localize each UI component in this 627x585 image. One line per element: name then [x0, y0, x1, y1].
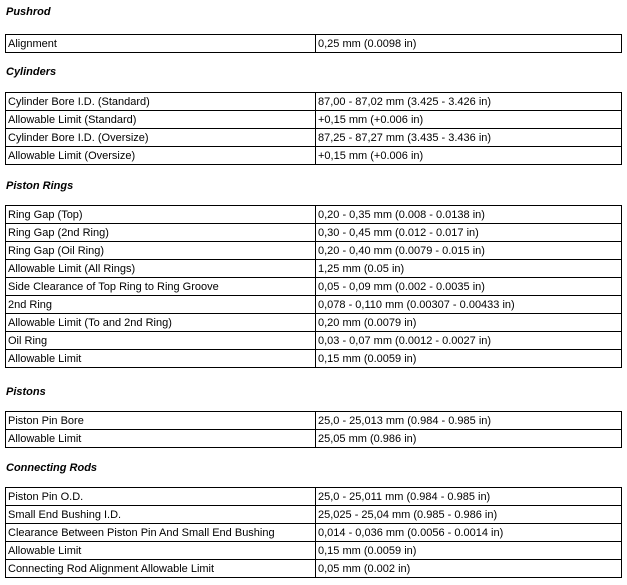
param-cell: Cylinder Bore I.D. (Oversize)	[6, 129, 316, 147]
section-title-pushrod: Pushrod	[6, 6, 51, 18]
table-row	[6, 350, 622, 368]
table-row	[6, 296, 622, 314]
param-cell: Allowable Limit	[6, 430, 316, 448]
value-cell: 25,025 - 25,04 mm (0.985 - 0.986 in)	[316, 506, 622, 524]
param-cell: Side Clearance of Top Ring to Ring Groove	[6, 278, 316, 296]
table-row	[6, 206, 622, 224]
table-row	[6, 314, 622, 332]
param-cell: Clearance Between Piston Pin And Small End Bushing	[6, 524, 316, 542]
value-cell: 25,0 - 25,011 mm (0.984 - 0.985 in)	[316, 488, 622, 506]
table-row	[6, 147, 622, 165]
value-cell: 0,03 - 0,07 mm (0.0012 - 0.0027 in)	[316, 332, 622, 350]
param-cell: Alignment	[6, 35, 316, 53]
param-cell: Allowable Limit (To and 2nd Ring)	[6, 314, 316, 332]
param-cell: Allowable Limit	[6, 542, 316, 560]
spec-table-cylinders	[5, 92, 622, 165]
table-row	[6, 560, 622, 578]
param-cell: Ring Gap (2nd Ring)	[6, 224, 316, 242]
value-cell: 0,078 - 0,110 mm (0.00307 - 0.00433 in)	[316, 296, 622, 314]
value-cell: 0,25 mm (0.0098 in)	[316, 35, 622, 53]
value-cell: +0,15 mm (+0.006 in)	[316, 111, 622, 129]
spec-table-piston-rings	[5, 205, 622, 368]
table-row	[6, 332, 622, 350]
section-title-piston-rings: Piston Rings	[6, 180, 74, 192]
table-row	[6, 93, 622, 111]
param-cell: Piston Pin O.D.	[6, 488, 316, 506]
param-cell: Allowable Limit (Oversize)	[6, 147, 316, 165]
value-cell: 0,05 - 0,09 mm (0.002 - 0.0035 in)	[316, 278, 622, 296]
value-cell: 0,014 - 0,036 mm (0.0056 - 0.0014 in)	[316, 524, 622, 542]
value-cell: 0,15 mm (0.0059 in)	[316, 350, 622, 368]
value-cell: +0,15 mm (+0.006 in)	[316, 147, 622, 165]
value-cell: 0,05 mm (0.002 in)	[316, 560, 622, 578]
param-cell: Piston Pin Bore	[6, 412, 316, 430]
value-cell: 87,25 - 87,27 mm (3.435 - 3.436 in)	[316, 129, 622, 147]
param-cell: Cylinder Bore I.D. (Standard)	[6, 93, 316, 111]
section-title-cylinders: Cylinders	[6, 66, 57, 78]
table-row	[6, 35, 622, 53]
param-cell: Oil Ring	[6, 332, 316, 350]
param-cell: Ring Gap (Top)	[6, 206, 316, 224]
table-row	[6, 430, 622, 448]
param-cell: Allowable Limit (Standard)	[6, 111, 316, 129]
table-row	[6, 224, 622, 242]
value-cell: 0,15 mm (0.0059 in)	[316, 542, 622, 560]
table-row	[6, 278, 622, 296]
table-row	[6, 488, 622, 506]
table-row	[6, 524, 622, 542]
value-cell: 0,20 - 0,40 mm (0.0079 - 0.015 in)	[316, 242, 622, 260]
section-title-connecting-rods: Connecting Rods	[6, 462, 98, 474]
value-cell: 0,30 - 0,45 mm (0.012 - 0.017 in)	[316, 224, 622, 242]
spec-table-pistons	[5, 411, 622, 448]
value-cell: 87,00 - 87,02 mm (3.425 - 3.426 in)	[316, 93, 622, 111]
value-cell: 25,0 - 25,013 mm (0.984 - 0.985 in)	[316, 412, 622, 430]
param-cell: Allowable Limit (All Rings)	[6, 260, 316, 278]
spec-table-connecting-rods	[5, 487, 622, 578]
param-cell: 2nd Ring	[6, 296, 316, 314]
table-row	[6, 111, 622, 129]
value-cell: 25,05 mm (0.986 in)	[316, 430, 622, 448]
param-cell: Allowable Limit	[6, 350, 316, 368]
param-cell: Small End Bushing I.D.	[6, 506, 316, 524]
value-cell: 1,25 mm (0.05 in)	[316, 260, 622, 278]
spec-table-pushrod	[5, 34, 622, 53]
section-title-pistons: Pistons	[6, 386, 46, 398]
table-row	[6, 260, 622, 278]
table-row	[6, 542, 622, 560]
table-row	[6, 506, 622, 524]
table-row	[6, 412, 622, 430]
value-cell: 0,20 mm (0.0079 in)	[316, 314, 622, 332]
value-cell: 0,20 - 0,35 mm (0.008 - 0.0138 in)	[316, 206, 622, 224]
table-row	[6, 129, 622, 147]
param-cell: Ring Gap (Oil Ring)	[6, 242, 316, 260]
table-row	[6, 242, 622, 260]
param-cell: Connecting Rod Alignment Allowable Limit	[6, 560, 316, 578]
